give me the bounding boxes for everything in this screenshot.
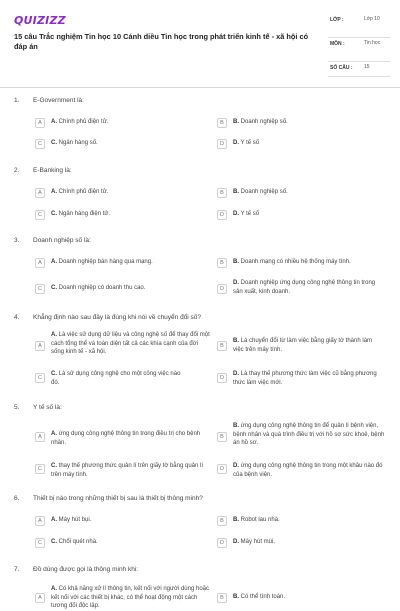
page-title: 15 câu Trắc nghiệm Tin học 10 Cánh diều Tin học trong phát triển kinh tế - xã hội có đáp án — [14, 32, 309, 51]
option-letter-badge: D — [217, 373, 227, 383]
class-label: LỚP : — [330, 17, 344, 23]
question-text: Doanh nghiệp số là: — [33, 237, 91, 244]
count-label: SỐ CÂU : — [330, 65, 353, 71]
option-letter-badge: B — [217, 432, 227, 442]
question-number: 3. — [14, 237, 20, 244]
meta-class-row — [328, 14, 390, 38]
option-text: B. Có thể tính toán. — [233, 594, 286, 600]
option-letter-badge: D — [217, 538, 227, 548]
question-text: Khẳng định nào sau đây là đúng khi nói về chuyển đổi số? — [33, 314, 202, 321]
option-letter-badge: A — [35, 341, 45, 351]
option-text: A. ứng dụng công nghệ thông tin trong điều trị cho bệnh nhân. — [51, 431, 201, 446]
question-number: 5. — [14, 404, 20, 411]
option-letter-badge: A — [35, 432, 45, 442]
option-letter-badge: B — [217, 258, 227, 268]
question-number: 7. — [14, 566, 20, 573]
option-letter-badge: B — [217, 516, 227, 526]
option-letter-badge: B — [217, 341, 227, 351]
option-text: D. ứng dụng công nghệ thông tin trong một khâu nào đó của bệnh viện. — [233, 463, 383, 478]
subject-value: Tin học — [364, 40, 381, 46]
option-text: C. Ngân hàng số. — [51, 140, 98, 146]
option-letter-badge: A — [35, 258, 45, 268]
option-text: B. ứng dụng công nghệ thông tin để quản lí bệnh viện, bệnh nhân và quá trình điều trị với hồ sơ sức khoẻ, bệnh án hồ sơ. — [233, 423, 385, 447]
option-text: D. Doanh nghiệp ứng dụng công nghệ thông tin trong sản xuất, kinh doanh. — [233, 280, 376, 295]
option-text: B. Là chuyển đổi từ làm việc bằng giấy tờ thành làm việc trên máy tính. — [233, 338, 373, 353]
option-text: B. Doanh mạng có nhiều hệ thống máy tính. — [233, 259, 351, 265]
option-letter-badge: A — [35, 118, 45, 128]
option-text: D. Y tế số — [233, 140, 260, 146]
option-letter-badge: C — [35, 464, 45, 474]
option-letter-badge: D — [217, 284, 227, 294]
option-letter-badge: C — [35, 538, 45, 548]
option-text: A. Doanh nghiệp bán hàng qua mạng. — [51, 259, 153, 265]
option-letter-badge: D — [217, 210, 227, 220]
option-letter-badge: B — [217, 118, 227, 128]
question-number: 2. — [14, 167, 20, 174]
question-text: Y tế số là: — [33, 404, 62, 411]
option-letter-badge: D — [217, 464, 227, 474]
option-text: B. Doanh nghiệp số. — [233, 119, 288, 125]
option-text: C. Doanh nghiệp có doanh thu cao. — [51, 285, 146, 291]
meta-subject-row — [328, 38, 390, 62]
subject-label: MÔN : — [330, 41, 345, 47]
option-letter-badge: D — [217, 139, 227, 149]
option-text: A. Là việc sử dụng dữ liệu và công nghệ số để thay đổi một cách tổng thể và toàn diện tất cả các khía cạnh của đời sống kinh tế - xã hội. — [51, 332, 210, 356]
question-number: 6. — [14, 495, 20, 502]
question-number: 4. — [14, 314, 20, 321]
option-text: A. Có khả năng xử lí thông tin, kết nối với người dùng hoặc kết nối với các thiết bị khác, có thể hoạt động một cách tương đối độc lập. — [51, 586, 209, 610]
option-text: D. Là thay thế phương thức làm việc cũ bằng phương thức làm việc mới. — [233, 371, 377, 386]
option-text: A. Máy hút bụi. — [51, 517, 92, 523]
meta-count-row — [328, 62, 390, 77]
option-text: A. Chính phủ điện tử. — [51, 189, 109, 195]
option-text: D. Y tế số — [233, 211, 260, 217]
question-text: E-Government là: — [33, 97, 84, 104]
option-text: C. Là sử dụng công nghệ cho một công việc nào đó. — [51, 371, 181, 386]
question-text: Đồ dùng được gọi là thông minh khi: — [33, 566, 139, 573]
option-text: B. Robot lau nhà. — [233, 517, 280, 523]
meta-box — [328, 14, 390, 77]
count-value: 15 — [364, 64, 370, 70]
question-number: 1. — [14, 97, 20, 104]
option-letter-badge: C — [35, 210, 45, 220]
class-value: Lớp 10 — [364, 16, 380, 22]
quizizz-logo: QUIZIZZ — [14, 14, 66, 27]
option-letter-badge: B — [217, 188, 227, 198]
option-text: A. Chính phủ điện tử. — [51, 119, 109, 125]
option-letter-badge: C — [35, 284, 45, 294]
option-letter-badge: B — [217, 593, 227, 603]
option-letter-badge: A — [35, 516, 45, 526]
question-text: E-Banking là: — [33, 167, 72, 174]
option-letter-badge: C — [35, 373, 45, 383]
option-letter-badge: A — [35, 188, 45, 198]
option-text: D. Máy hút mùi. — [233, 539, 276, 545]
option-letter-badge: C — [35, 139, 45, 149]
option-letter-badge: A — [35, 593, 45, 603]
option-text: C. Chổi quét nhà. — [51, 539, 98, 545]
header — [0, 0, 400, 88]
option-text: C. thay thế phương thức quản lí trên giấy tờ bằng quản lí trên máy tính. — [51, 463, 203, 478]
option-text: B. Doanh nghiệp số. — [233, 189, 288, 195]
option-text: C. Ngân hàng điện tử. — [51, 211, 111, 217]
question-text: Thiết bị nào trong những thiết bị sau là thiết bị thông minh? — [33, 495, 203, 502]
